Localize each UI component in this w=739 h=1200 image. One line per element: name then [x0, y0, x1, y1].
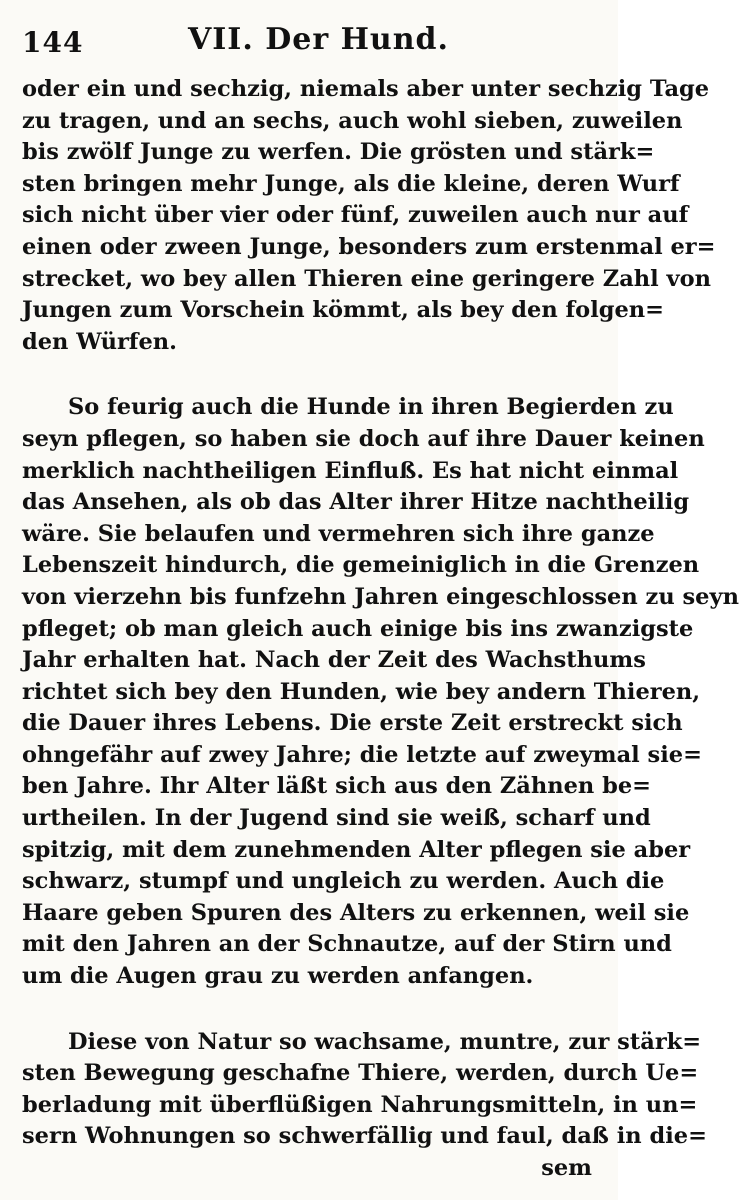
- text-line: richtet sich bey den Hunden, wie bey andern Thieren,: [22, 678, 701, 705]
- text-line: Jahr erhalten hat. Nach der Zeit des Wachsthums: [22, 647, 646, 674]
- text-line: von vierzehn bis funfzehn Jahren eingeschlossen zu seyn: [22, 583, 739, 610]
- text-line: urtheilen. In der Jugend sind sie weiß, scharf und: [22, 805, 651, 832]
- page-header: [0, 18, 618, 58]
- text-line: Haare geben Spuren des Alters zu erkennen, weil sie: [22, 899, 690, 926]
- text-line: ohngefähr auf zwey Jahre; die letzte auf zweymal sie=: [22, 741, 702, 768]
- paragraph-3: [22, 1027, 707, 1153]
- text-line: seyn pflegen, so haben sie doch auf ihre Dauer keinen: [22, 425, 705, 452]
- text-line: sten bringen mehr Junge, als die kleine, deren Wurf: [22, 170, 680, 197]
- paragraph-gap: [22, 358, 596, 392]
- text-line: merklich nachtheiligen Einfluß. Es hat nicht einmal: [22, 457, 679, 484]
- text-line: das Ansehen, als ob das Alter ihrer Hitze nachtheilig: [22, 489, 690, 516]
- text-line: So feurig auch die Hunde in ihren Begierden zu: [68, 394, 674, 421]
- text-line: Lebenszeit hindurch, die gemeiniglich in die Grenzen: [22, 552, 700, 579]
- text-line: spitzig, mit dem zunehmenden Alter pflegen sie aber: [22, 836, 691, 863]
- text-line: mit den Jahren an der Schnautze, auf der Stirn und: [22, 931, 672, 958]
- paragraph-2: [22, 392, 739, 992]
- text-line: strecket, wo bey allen Thieren eine geringere Zahl von: [22, 265, 711, 292]
- text-line: zu tragen, und an sechs, auch wohl sieben, zuweilen: [22, 107, 683, 134]
- text-line: wäre. Sie belaufen und vermehren sich ihre ganze: [22, 520, 655, 547]
- paragraph-1: [22, 74, 716, 358]
- text-line: den Würfen.: [22, 328, 177, 355]
- running-head: VII. Der Hund.: [188, 22, 449, 57]
- text-line: einen oder zween Junge, besonders zum erstenmal er=: [22, 233, 716, 260]
- body-text: [22, 74, 739, 1185]
- text-line: die Dauer ihres Lebens. Die erste Zeit erstreckt sich: [22, 710, 683, 737]
- text-line: sten Bewegung geschafne Thiere, werden, durch Ue=: [22, 1060, 699, 1087]
- text-line: schwarz, stumpf und ungleich zu werden. Auch die: [22, 868, 665, 895]
- page-number: 144: [22, 26, 84, 59]
- text-line: um die Augen grau zu werden anfangen.: [22, 963, 534, 990]
- text-line: sich nicht über vier oder fünf, zuweilen auch nur auf: [22, 202, 689, 229]
- text-line: oder ein und sechzig, niemals aber unter sechzig Tage: [22, 76, 710, 102]
- text-line: ben Jahre. Ihr Alter läßt sich aus den Zähnen be=: [22, 773, 651, 800]
- text-line: berladung mit überflüßigen Nahrungsmitteln, in un=: [22, 1091, 698, 1118]
- text-line: Jungen zum Vorschein kömmt, als bey den folgen=: [22, 297, 664, 324]
- catchword: sem: [541, 1155, 592, 1181]
- text-line: sern Wohnungen so schwerfällig und faul, daß in die=: [22, 1123, 707, 1150]
- text-line: Diese von Natur so wachsame, muntre, zur stärk=: [68, 1028, 702, 1055]
- paragraph-gap: [22, 993, 596, 1027]
- text-line: bis zwölf Junge zu werfen. Die grösten und stärk=: [22, 139, 655, 166]
- text-line: pfleget; ob man gleich auch einige bis ins zwanzigste: [22, 615, 694, 642]
